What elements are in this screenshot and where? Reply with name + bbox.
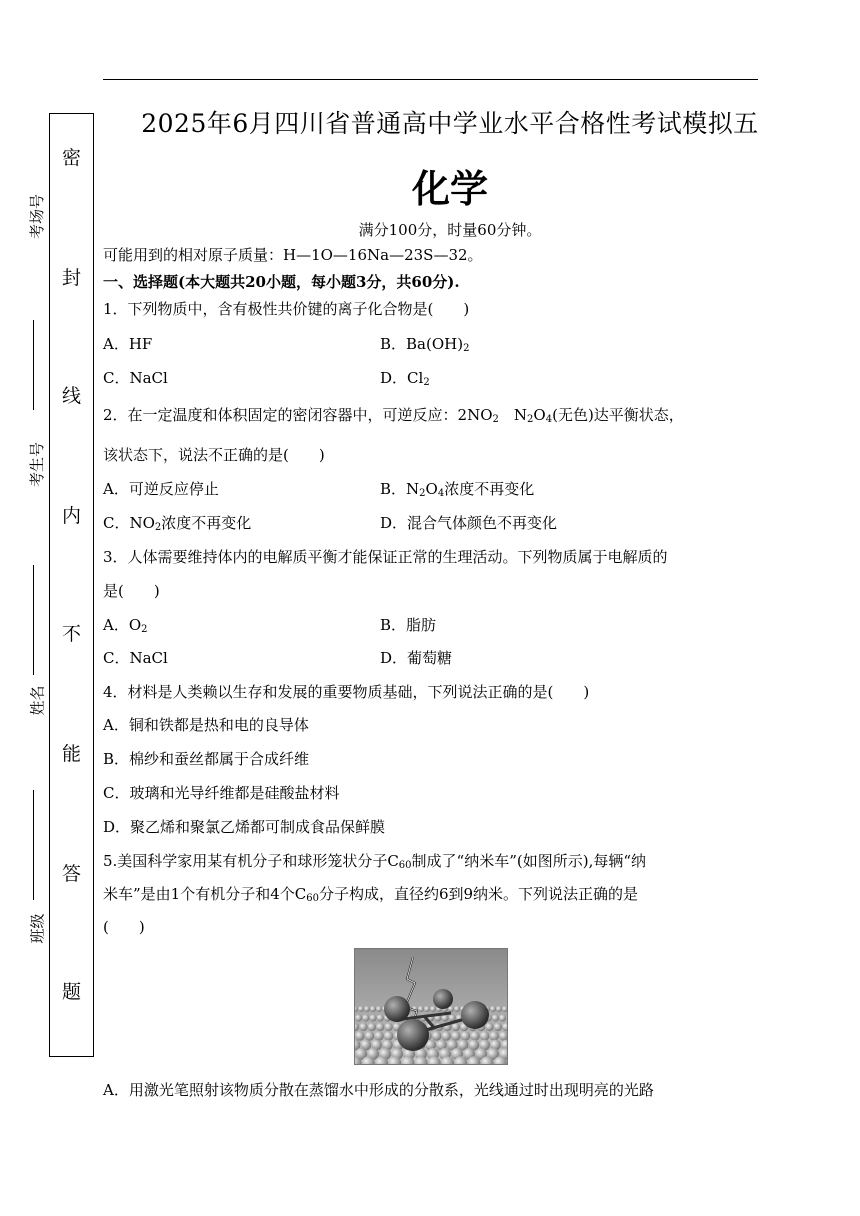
surface-atom [364, 1006, 370, 1012]
q2-option-a: A．可逆反应停止 [103, 480, 219, 498]
q5-stem-line1: 5.美国科学家用某有机分子和球形笼状分子$C_{60}$制成了“纳米车”(如图所示),每辆“纳 [103, 852, 647, 871]
q3-option-c: C．NaCl [103, 649, 168, 667]
surface-atom [359, 1023, 367, 1031]
q5-option-a: A．用激光笔照射该物质分散在蒸馏水中形成的分散系，光线通过时出现明亮的光路 [103, 1081, 654, 1099]
q4-option-c: C．玻璃和光导纤维都是硅酸盐材料 [103, 784, 340, 802]
q4-option-b: B．棉纱和蚕丝都属于合成纤维 [103, 750, 310, 768]
q2-option-d: D．混合气体颜色不再变化 [380, 514, 558, 532]
q1-option-c: C．NaCl [103, 369, 168, 387]
q1-stem: 1．下列物质中，含有极性共价键的离子化合物是( ) [103, 300, 470, 318]
surface-atom [430, 1006, 436, 1012]
surface-atom [496, 1006, 502, 1012]
q2-option-c: C．$NO_2$浓度不再变化 [103, 514, 252, 533]
surface-atom [418, 1006, 424, 1012]
q3-stem-line1: 3．人体需要维持体内的电解质平衡才能保证正常的生理活动。下列物质属于电解质的 [103, 548, 668, 566]
q2-option-b: B．$N_2O_4$浓度不再变化 [380, 480, 535, 499]
q4-option-d: D．聚乙烯和聚氯乙烯都可制成食品保鲜膜 [103, 818, 386, 836]
q5-stem-line3: ( ) [103, 918, 145, 936]
q2-stem-line2: 该状态下，说法不正确的是( ) [103, 446, 325, 464]
surface-atom [365, 1031, 375, 1041]
surface-atom [490, 1006, 496, 1012]
top-rule [103, 79, 758, 80]
subject-title: 化学 [411, 166, 488, 211]
seal-char: 能 [61, 743, 81, 765]
q5-stem-line2: 米车”是由1个有机分子和4个$C_{60}$分子构成，直径约6到9纳米。下列说法正确的是 [103, 885, 639, 904]
seal-box [49, 113, 94, 1057]
surface-atom [452, 1023, 460, 1031]
name-line[interactable] [33, 790, 34, 900]
surface-atom [470, 1031, 480, 1041]
q1-option-a: A．HF [103, 335, 153, 353]
surface-atom [494, 1023, 502, 1031]
nanocar-illustration [355, 949, 508, 1065]
q3-option-b: B．脂肪 [380, 616, 437, 634]
surface-atom [441, 1031, 451, 1041]
surface-atom [454, 1006, 460, 1012]
surface-atom [368, 1023, 376, 1031]
q2-stem-line1: 2．在一定温度和体积固定的密闭容器中，可逆反应：$2NO_2$ $N_2O_4$(无色)达平衡状态， [103, 406, 684, 425]
seal-char: 密 [61, 147, 81, 169]
surface-atom [362, 1014, 369, 1021]
seal-char: 封 [61, 267, 81, 289]
seal-char: 不 [61, 623, 81, 645]
student-no-line[interactable] [33, 565, 34, 675]
surface-atom [355, 1031, 365, 1041]
surface-atom [374, 1031, 384, 1041]
surface-atom [376, 1006, 382, 1012]
q3-option-d: D．葡萄糖 [380, 649, 453, 667]
surface-atom [432, 1031, 442, 1041]
exam-info: 满分100分，时量60分钟。 [358, 221, 542, 239]
atomic-masses: 可能用到的相对原子质量：H—1O—16Na—23S—32。 [103, 246, 483, 264]
surface-atom [461, 1031, 471, 1041]
exam-room-line[interactable] [33, 320, 34, 410]
surface-atom [355, 1014, 362, 1021]
surface-atom [502, 1006, 508, 1012]
section-heading: 一、选择题(本大题共20小题，每小题3分，共60分). [103, 273, 460, 291]
surface-atom [485, 1023, 493, 1031]
surface-atom [451, 1031, 461, 1041]
surface-atom [424, 1006, 430, 1012]
surface-atom [376, 1023, 384, 1031]
exam-title: 2025年6月四川省普通高中学业水平合格性考试模拟五 [141, 109, 759, 138]
surface-atom [480, 1031, 490, 1041]
surface-atom [369, 1014, 376, 1021]
name-label: 姓名 [28, 685, 47, 716]
surface-atom [358, 1006, 364, 1012]
student-no-label: 考生号 [28, 441, 47, 488]
surface-atom [384, 1031, 394, 1041]
surface-atom [492, 1014, 499, 1021]
q3-stem-line2: 是( ) [103, 582, 160, 600]
exam-room-label: 考场号 [28, 193, 47, 240]
surface-atom [384, 1023, 392, 1031]
q4-option-a: A．铜和铁都是热和电的良导体 [103, 716, 309, 734]
q1-option-d: D．$Cl_2$ [380, 369, 430, 388]
nanocar-figure [354, 948, 508, 1065]
surface-atom [499, 1014, 506, 1021]
surface-atom [489, 1031, 499, 1041]
q4-stem: 4．材料是人类赖以生存和发展的重要物质基础，下列说法正确的是( ) [103, 683, 590, 701]
seal-char: 线 [61, 385, 81, 407]
surface-atom [377, 1014, 384, 1021]
q1-option-b: B．$Ba(OH)_2$ [380, 335, 470, 354]
surface-atom [370, 1006, 376, 1012]
seal-char: 答 [61, 863, 81, 885]
seal-char: 题 [61, 981, 81, 1003]
class-label: 班级 [28, 913, 47, 944]
q3-option-a: A．$O_2$ [103, 616, 148, 635]
seal-char: 内 [61, 505, 81, 527]
